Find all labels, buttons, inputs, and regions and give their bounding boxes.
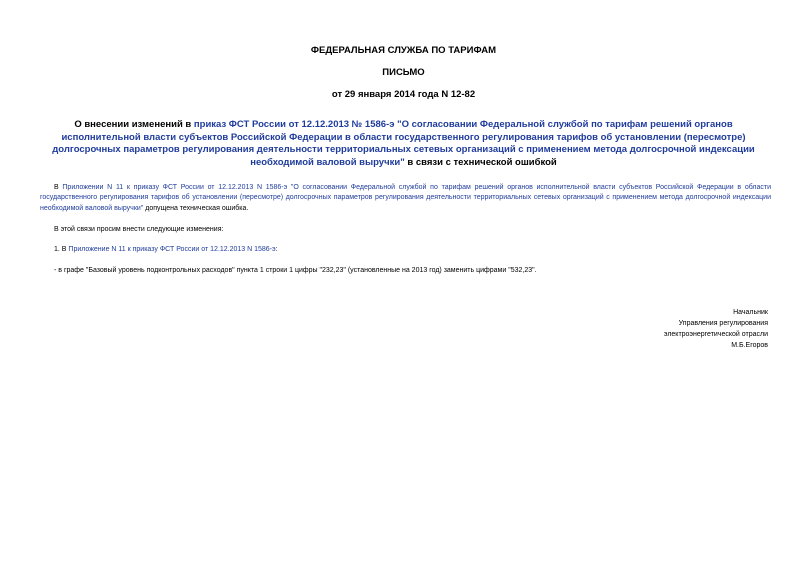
signature-department-2: электроэнергетической отрасли [663,331,768,338]
subject-prefix: О внесении изменений в [74,119,194,130]
document-type-heading: ПИСЬМО [382,67,425,78]
document-subject [36,119,771,169]
p3-prefix: 1. В [54,246,69,253]
p1-suffix: допущена техническая ошибка. [143,204,249,212]
signature-block [664,307,768,351]
subject-suffix: в связи с технической ошибкой [404,156,557,168]
paragraph-request: В этой связи просим внести следующие изменения: [54,226,224,233]
signature-name: М.Б.Егоров [731,342,768,349]
subject-order-link[interactable]: приказ ФСТ России от 12.12.2013 № 1586-э "О согласовании Федеральной службой по тарифам решений органов исполнительной власти субъектов Российской Федерации в области государственного регулирования тарифов об установлении (пересмотре) долгосрочных параметров регулирования деятельности территориальных сетевых организаций с применением метода долгосрочной индексации необходимой валовой выручки" [52,119,755,168]
signature-department: Управления регулирования [678,320,768,327]
annex-11-short-link[interactable]: Приложение N 11 к приказу ФСТ России от 12.12.2013 N 1586-э [68,246,276,253]
annex-11-link[interactable]: Приложении N 11 к приказу ФСТ России от 12.12.2013 N 1586-э "О согласовании Федеральной службой по тарифам решений органов исполнительной власти субъектов Российской Федерации в области государственного регулирования тарифов об установлении (пересмотре) долгосрочных параметров регулирования деятельности территориальных сетевых организаций с применением метода долгосрочной индексации необходимой валовой выручки" [40,184,771,212]
paragraph-item-1 [40,245,771,255]
paragraph-correction: - в графе "Базовый уровень подконтрольных расходов" пункта 1 строки 1 цифры "232,23" (установленные на 2013 год) заменить цифрами "532,23". [54,267,537,274]
agency-heading: ФЕДЕРАЛЬНАЯ СЛУЖБА ПО ТАРИФАМ [310,45,497,56]
p1-prefix: В [54,184,63,191]
p3-suffix: : [275,246,278,253]
document-date-number: от 29 января 2014 года N 12-82 [331,89,476,100]
paragraph-error-notice [40,183,771,214]
signature-position: Начальник [733,309,768,316]
